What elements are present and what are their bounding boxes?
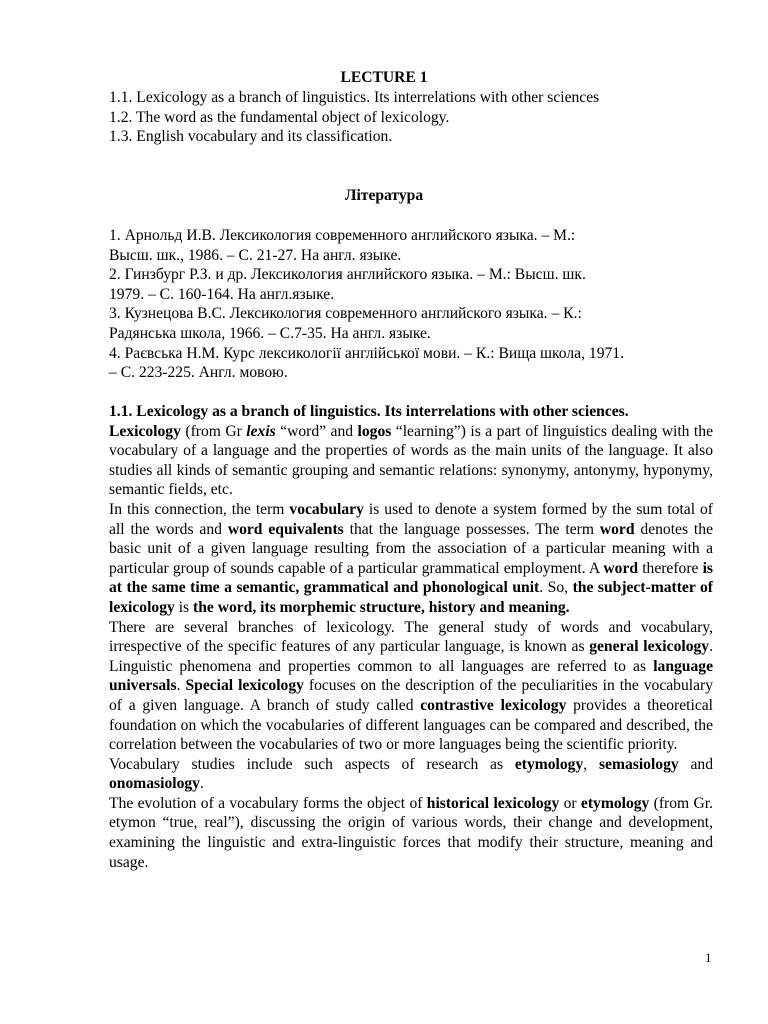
section-body: [109, 402, 713, 872]
term-lexicology: Lexicology: [109, 422, 181, 440]
literature-line: 2. Гинзбург Р.З. и др. Лексикология английского языка. – М.: Высш. шк.: [109, 266, 586, 284]
term-contrastive-lexicology: contrastive lexicology: [420, 696, 567, 714]
topic-item: 1.3. English vocabulary and its classification.: [109, 128, 393, 146]
term-subject-matter: the subject-matter of lexicology: [109, 579, 713, 616]
topic-item: 1.1. Lexicology as a branch of linguistics. Its interrelations with other sciences: [109, 89, 600, 106]
term-vocabulary: vocabulary: [289, 500, 364, 518]
paragraph-branches: [109, 618, 713, 755]
term-general-lexicology: general lexicology: [589, 638, 710, 656]
text: provides a theoretical foundation on which the vocabularies of different languages can be compared and described, the correlation between the vocabularies of two or more languages being the scientific priority.: [109, 696, 714, 754]
topic-item: 1.2. The word as the fundamental object of lexicology.: [109, 108, 450, 126]
text: .: [199, 775, 204, 793]
term-logos: logos: [357, 422, 392, 440]
term-lexis: lexis: [246, 422, 276, 440]
text: is: [174, 598, 194, 616]
text: In this connection, the term: [109, 500, 290, 518]
term-onomasiology: onomasiology: [109, 775, 200, 793]
term-special-lexicology: Special lexicology: [185, 677, 304, 695]
text: focuses on the description of the peculiarities in the vocabulary of a given language. A branch of study called: [109, 677, 714, 714]
text: . So,: [539, 579, 573, 597]
text: (from Gr: [180, 422, 247, 440]
topics-list: [109, 88, 729, 147]
paragraph-evolution: [109, 794, 713, 872]
page-number: 1: [705, 950, 712, 965]
text: denotes the basic unit of a given language resulting from the association of a particular meaning with a particular group of sounds capable of a particular grammatical employment. A: [109, 520, 713, 577]
literature-title: Література: [344, 187, 424, 204]
text: therefore: [638, 559, 703, 577]
term-word: word: [603, 559, 639, 577]
text: is used to denote a system formed by the sum total of all the words and: [109, 500, 714, 538]
term-word-equivalents: word equivalents: [227, 520, 344, 538]
literature-line: 1979. – С. 160-164. На англ.языке.: [109, 285, 335, 303]
literature-line: – С. 223-225. Англ. мовою.: [109, 364, 288, 382]
literature-list: [109, 226, 719, 383]
term-language-universals: language universals: [109, 657, 713, 695]
term-etymology: etymology: [580, 794, 650, 812]
paragraph-vocabulary: [109, 500, 713, 618]
text: “word” and: [275, 422, 358, 440]
text: (from Gr. etymon “true, real”), discussing the origin of various words, their change and development, examining the linguistic and extra-linguistic forces that modify their structure, meaning and usage.: [109, 794, 713, 871]
term-historical-lexicology: historical lexicology: [426, 794, 560, 812]
text: and: [678, 755, 713, 773]
text: There are several branches of lexicology. The general study of words and vocabulary, irrespective of the specific features of any particular language, is known as: [109, 618, 713, 656]
text: The evolution of a vocabulary forms the object of: [109, 794, 427, 812]
lecture-title: LECTURE 1: [340, 69, 428, 86]
text: .: [176, 677, 186, 695]
literature-line: 3. Кузнецова В.С. Лексикология современного английского языка. – К.:: [109, 305, 582, 323]
paragraph-lexicology: [109, 422, 713, 500]
section-heading-text: 1.1. Lexicology as a branch of linguistics. Its interrelations with other sciences.: [109, 403, 629, 420]
section-heading: [109, 402, 713, 422]
text: Vocabulary studies include such aspects of research as: [109, 755, 515, 773]
literature-line: Радянська школа, 1966. – С.7-35. На англ. языке.: [109, 324, 431, 342]
text: . Linguistic phenomena and properties common to all languages are referred to as: [109, 638, 713, 675]
literature-line: 1. Арнольд И.В. Лексикология современного английского языка. – М.:: [109, 227, 576, 244]
term-semasiology: semasiology: [598, 755, 679, 773]
text: “learning”) is a part of linguistics dealing with the vocabulary of a language and the properties of words as the main units of the language. It also studies all kinds of semantic grouping and semantic relations: synonymy, antonymy, hyponymy, semantic fields, etc.: [109, 422, 713, 499]
literature-line: Высш. шк., 1986. – С. 21-27. На англ. языке.: [109, 246, 402, 264]
literature-line: 4. Раєвська Н.М. Курс лексикології англійської мови. – К.: Вища школа, 1971.: [109, 344, 624, 362]
term-unit: is at the same time a semantic, grammatical and phonological unit: [109, 559, 713, 597]
paragraph-aspects: [109, 755, 713, 794]
term-etymology: etymology: [514, 755, 584, 773]
text: or: [559, 794, 581, 812]
term-word: word: [599, 520, 635, 538]
text: ,: [583, 755, 599, 773]
text: that the language possesses. The term: [343, 520, 600, 538]
term-word-structure: the word, its morphemic structure, history and meaning.: [193, 598, 570, 616]
